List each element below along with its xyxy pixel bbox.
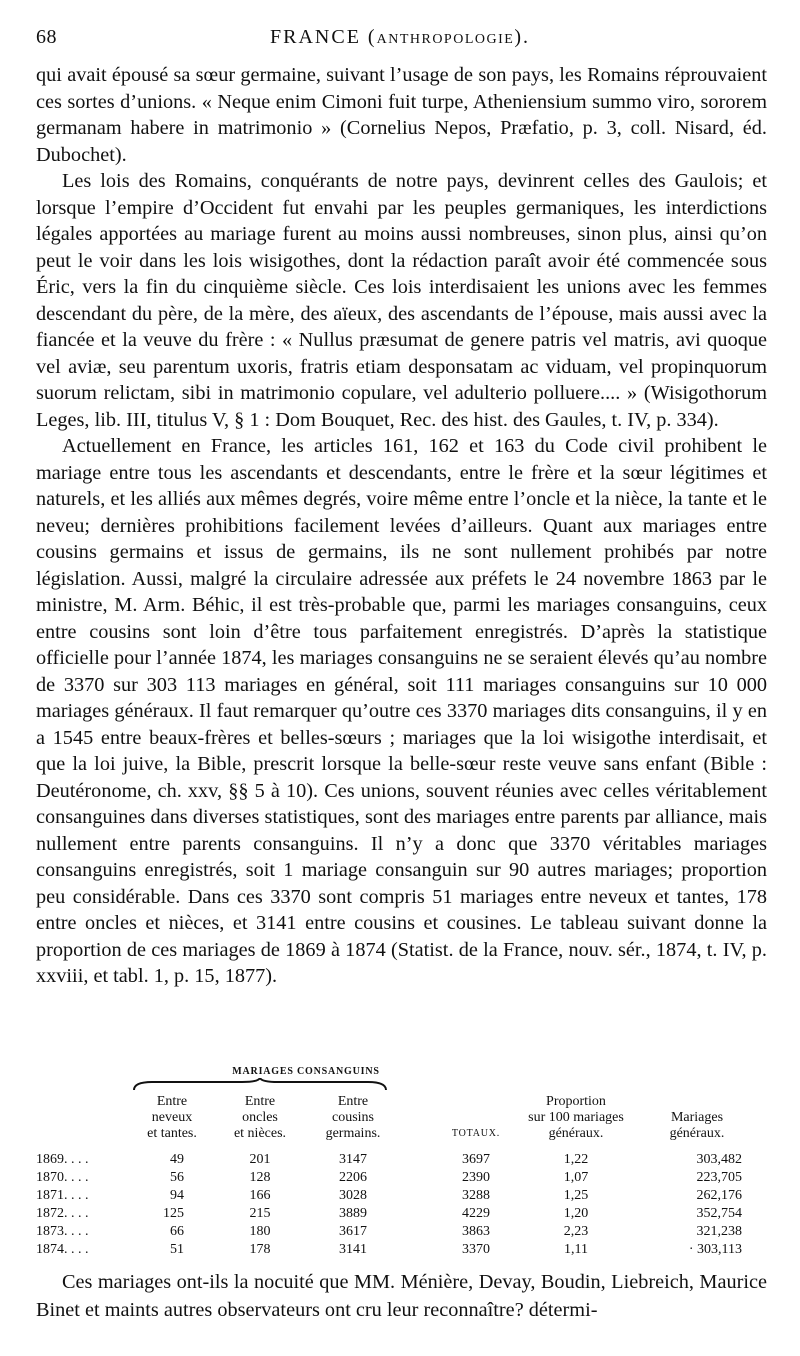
body-text [36, 62, 767, 990]
paragraph-3: Actuellement en France, les articles 161, 162 et 163 du Code civil prohibent le mariage entre tous les ascendants et descendants, entre le frère et la sœur légitimes et naturels, et les alliés aux mêmes degrés, voire même entre l’oncle et la nièce, la tante et le neveu; dernières prohibitions facilement levées d’ailleurs. Quant aux mariages entre cousins germains et issus de germains, ils ne sont nullement prohibés par notre législation. Aussi, malgré la circulaire adressée aux préfets le 24 novembre 1863 par le ministre, M. Arm. Béhic, il est très-probable que, parmi les mariages consanguins, ceux entre cousins sont loin d’être tous parfaitement enregistrés. D’après la statistique officielle pour l’année 1874, les mariages consanguins ne se seraient élevés qu’au nombre de 3370 sur 303 113 mariages en général, soit 111 mariages consanguins sur 10 000 mariages généraux. Il faut remarquer qu’outre ces 3370 mariages dits consanguins, il y en a 1545 entre beaux-frères et belles-sœurs ; mariages que la loi wisigothe interdisait, et que la loi juive, la Bible, prescrit lorsque la belle-sœur reste veuve sans enfant (Bible : Deutéronome, ch. xxv, §§ 5 à 10). Ces unions, souvent réunies avec celles véritablement consanguines dans diverses statistiques, sont des mariages entre parents par alliance, mais nullement entre parents consanguins. Il n’y a donc que 3370 véritables mariages consanguins enregistrés, soit 1 mariage consanguin sur 90 autres mariages; proportion peu considérable. Dans ces 3370 sont compris 51 mariages entre neveux et tantes, 178 entre oncles et nièces, et 3141 entre cousins et cousines. Le tableau suivant donne la proportion de ces mariages de 1869 à 1874 (Statist. de la France, nouv. sér., 1874, t. IV, p. xxviii, et tabl. 1, p. 15, 1877). [36, 435, 767, 987]
cell-cousins: 3147 [339, 1152, 367, 1167]
header-oncles-line-2: oncles [242, 1110, 278, 1125]
cell-oncles: 215 [249, 1206, 271, 1221]
running-header [36, 18, 764, 52]
cell-oncles: 178 [249, 1242, 271, 1257]
cell-cousins: 3889 [339, 1206, 367, 1221]
cell-neveux: 49 [170, 1152, 184, 1167]
cell-totaux: 3863 [462, 1224, 490, 1239]
cell-oncles: 201 [249, 1152, 271, 1167]
cell-cousins: 3617 [339, 1224, 367, 1239]
cell-generaux: 352,754 [696, 1206, 742, 1221]
cell-proportion: 1,11 [564, 1242, 588, 1257]
header-neveux-line-3: et tantes. [147, 1126, 197, 1141]
cell-proportion: 1,22 [563, 1152, 589, 1167]
header-proportion-line-3: généraux. [548, 1126, 604, 1141]
cell-year: 1872. . . . [36, 1206, 89, 1221]
cell-neveux: 94 [170, 1188, 184, 1203]
cell-generaux: 223,705 [696, 1170, 742, 1185]
cell-cousins: 3141 [339, 1242, 367, 1257]
cell-oncles: 180 [249, 1224, 271, 1239]
header-generaux-line-2: généraux. [669, 1126, 725, 1141]
cell-totaux: 4229 [462, 1206, 490, 1221]
cell-year: 1871. . . . [36, 1188, 89, 1203]
running-title [36, 26, 764, 49]
header-generaux [652, 1110, 742, 1142]
header-oncles-line-1: Entre [244, 1094, 276, 1109]
cell-year: 1874. . . . [36, 1242, 89, 1257]
cell-totaux: 3288 [462, 1188, 490, 1203]
header-cousins-line-3: germains. [325, 1126, 381, 1141]
header-neveux-line-1: Entre [156, 1094, 188, 1109]
header-neveux-line-2: neveux [151, 1110, 193, 1125]
cell-generaux: 321,238 [696, 1224, 742, 1239]
title-main: FRANCE [270, 26, 361, 48]
title-paren-close: ). [514, 26, 530, 48]
header-cousins-line-1: Entre [337, 1094, 369, 1109]
cell-year: 1870. . . . [36, 1170, 89, 1185]
cell-generaux: · 303,113 [688, 1242, 742, 1257]
cell-proportion: 1,07 [563, 1170, 589, 1185]
cell-neveux: 125 [163, 1206, 184, 1221]
cell-cousins: 2206 [339, 1170, 367, 1185]
consanguineous-marriages-table [36, 1066, 767, 1266]
cell-totaux: 3370 [462, 1242, 490, 1257]
table-row [36, 1206, 767, 1223]
cell-totaux: 2390 [462, 1170, 490, 1185]
page-number: 68 [36, 26, 57, 48]
title-sub: ANTHROPOLOGIE [376, 32, 515, 47]
cell-totaux: 3697 [462, 1152, 490, 1167]
cell-generaux: 262,176 [696, 1188, 742, 1203]
closing-text [36, 1268, 767, 1324]
title-paren-open: ( [367, 26, 377, 48]
header-brace [132, 1078, 388, 1092]
cell-neveux: 66 [170, 1224, 184, 1239]
cell-generaux: 303,482 [696, 1152, 742, 1167]
closing-paragraph: Ces mariages ont-ils la nocuité que MM. Ménière, Devay, Boudin, Liebreich, Maurice Binet et maints autres observateurs ont cru leur reconnaître? détermi- [36, 1271, 767, 1321]
cell-proportion: 1,25 [563, 1188, 589, 1203]
cell-neveux: 51 [170, 1242, 184, 1257]
header-cousins-line-2: cousins [332, 1110, 374, 1125]
header-proportion-line-2: sur 100 mariages [528, 1110, 624, 1125]
header-totaux: TOTAUX. [451, 1128, 501, 1139]
cell-cousins: 3028 [339, 1188, 367, 1203]
header-neveux [134, 1094, 210, 1142]
header-proportion [506, 1094, 646, 1142]
header-oncles [222, 1094, 298, 1142]
table-row [36, 1170, 767, 1187]
cell-oncles: 128 [249, 1170, 271, 1185]
table-caption: MARIAGES CONSANGUINS [232, 1066, 380, 1077]
table-row [36, 1152, 767, 1169]
cell-oncles: 166 [249, 1188, 271, 1203]
cell-neveux: 56 [170, 1170, 184, 1185]
paragraph-2: Les lois des Romains, conquérants de notre pays, devinrent celles des Gaulois; et lorsque l’empire d’Occident fut envahi par les peuples germaniques, les interdictions légales apportées au mariage furent au moins aussi nombreuses, sinon plus, ainsi qu’on peut le voir dans les lois wisigothes, dont la rédaction paraît avoir été commencée sous Éric, vers la fin du cinquième siècle. Ces lois interdisaient les unions avec les femmes descendant du père, de la mère, des aïeux, des ascendants de l’épouse, mais aussi avec la fiancée et la veuve du frère : « Nullus præsumat de genere patris vel matris, avi quoque vel aviæ, seu parentum uxoris, fratris etiam desponsatam ac viduam, vel propinquorum suorum relictam, sibi in matrimonio copulare, vel adulterio polluere.... » (Wisigothorum Leges, lib. III, titulus V, § 1 : Dom Bouquet, Rec. des hist. des Gaules, t. IV, p. 334). [36, 170, 767, 431]
cell-proportion: 2,23 [563, 1224, 589, 1239]
cell-proportion: 1,20 [563, 1206, 589, 1221]
header-proportion-line-1: Proportion [546, 1094, 606, 1109]
header-cousins [308, 1094, 398, 1142]
table-row [36, 1242, 767, 1259]
paragraph-1: qui avait épousé sa sœur germaine, suivant l’usage de son pays, les Romains réprouvaient ces sortes d’unions. « Neque enim Cimoni fuit turpe, Atheniensium summo viro, sororem germanam habere in matrimonio » (Cornelius Nepos, Præfatio, p. 3, coll. Nisard, éd. Dubochet). [36, 64, 767, 166]
cell-year: 1873. . . . [36, 1224, 89, 1239]
header-generaux-line-1: Mariages [670, 1110, 724, 1125]
table-row [36, 1188, 767, 1205]
cell-year: 1869. . . . [36, 1152, 89, 1167]
header-oncles-line-3: et nièces. [233, 1126, 287, 1141]
table-row [36, 1224, 767, 1241]
